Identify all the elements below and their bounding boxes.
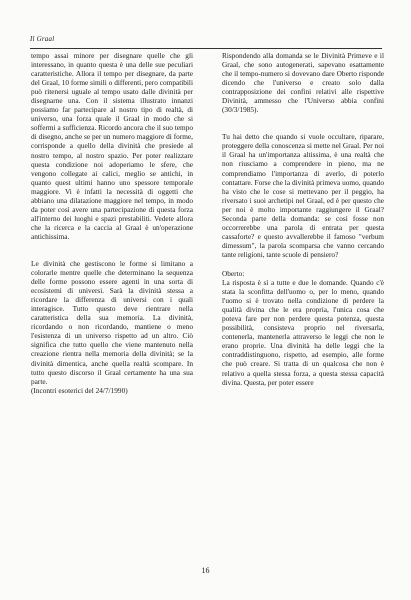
- paragraph-gap: [222, 259, 384, 269]
- left-paragraph-2: Le divinità che gestiscono le forme si limitano a colorarle mentre quelle che determinano la sequenza delle forme possono essere agenti in una sorta di ecosistemi di universi. Sarà la divinità stessa a ricordare la differenza di universi con i quali interagisce. Tutto questo deve rientrare nella caratteristica della sua memoria. La divinità, ricordando o non ricordando, mantiene o meno l'esistenza di un universo rispetto ad un altro. Ciò significa che tutto quello che viene mantenuto nella creazione rientra nella memoria della divinità; se la divinità dimentica, anche quella realtà scompare. In tutto questo discorso il Graal certamente ha una sua parte.: [31, 258, 193, 386]
- right-column: [222, 51, 384, 387]
- speaker-label: Oberto:: [222, 268, 245, 278]
- right-paragraph-3: La risposta è sì a tutte e due le domande. Quando c'è stata la sconfitta dell'uomo o, per lo meno, quando l'uomo si è trovato nella condizione di perdere la qualità divina che le era propria, l'unica cosa che poteva fare per non perdere questa potenza, questa possibilità, consisteva proprio nel riversarla, contenerla, mantenerla attraverso le leggi che non le erano proprie. Una divinità ha delle leggi che la contraddistinguono, rispetto, ad esempio, alle forme che può creare. Si tratta di un qualcosa che non è relativo a quella stessa forza, a questa stessa capacità divina. Questa, per poter essere: [222, 278, 384, 387]
- running-header: [30, 28, 382, 49]
- page-number: 16: [201, 566, 210, 575]
- left-citation: (Incontri esoterici del 24/7/1990): [31, 385, 128, 395]
- paragraph-gap: [222, 114, 384, 132]
- running-title: Il Graal: [30, 35, 55, 43]
- left-paragraph-1: tempo assai minore per disegnare quelle che gli interessano, in quanto questa è una delle sue peculiari caratteristiche. Allora il tempo per disegnare, da parte del Graal, 10 forme simili o differenti, pero compatibili può ritenersi uguale al tempo usato dalle divinità per disegnarne una. Con il sistema illustrato innanzi possiamo far partecipare al nostro tipo di realtà, di universo, una forza quale il Graal in modo che si soffermi a sufficienza. Ricordo ancora che il suo tempo di disegno, anche se per un numero maggiore di forme, corrisponde a quello della divinità che presiede al nostro tempo, al nostro spazio. Per poter realizzare questa condizione noi adoperiamo le sfere, che vengono collegate ai calici, meglio se antichi, in quanto quest ultimi hanno uno spessore temporale maggiore. Vi è infatti la necessità di oggetti che abbiano una dilatazione maggiore nel tempo, in modo da poter così avere una partecipazione di questa forza all'interno dei luoghi e spazi prestabiliti. Vedete allora che la ricerca e la caccia al Graal è un'operazione antichissima.: [31, 51, 193, 241]
- left-column: [31, 51, 193, 395]
- paragraph-gap: [31, 241, 193, 259]
- right-paragraph-1: Rispondendo alla domanda se le Divinità Primeve e il Graal, che sono autogenerati, sapevano esattamente che il tempo-numero si dovevano dare Oberto risponde dicendo che l'universo e creato solo dalla contrapposizione dei confini relativi alle rispettive Divinità, ammesso che l'Universo abbia confini (30/3/1985).: [222, 51, 384, 115]
- right-paragraph-2: Tu hai detto che quando si vuole occultare, riparare, proteggere della conoscenza si mette nel Graal. Per noi il Graal ha un'importanza altissima, è una realtà che non riusciamo a comprendere in pieno, ma ne comprendiamo l'importanza di averlo, di poterlo contattare. Forse che la divinità primeva uomo, quando ha visto che le cose si mettevano per il peggio, ha riversato i suoi archetipi nel Graal, ed è per questo che per noi è molto importante raggiungere il Graal? Seconda parte della domanda: se così fosse non occorrerebbe una parola di entrata per questa cassaforte? e questo avvallerebbe il famoso "verbum dimessum", la parola scomparsa che vanno cercando tante religioni, tante scuole di pensiero?: [222, 132, 384, 259]
